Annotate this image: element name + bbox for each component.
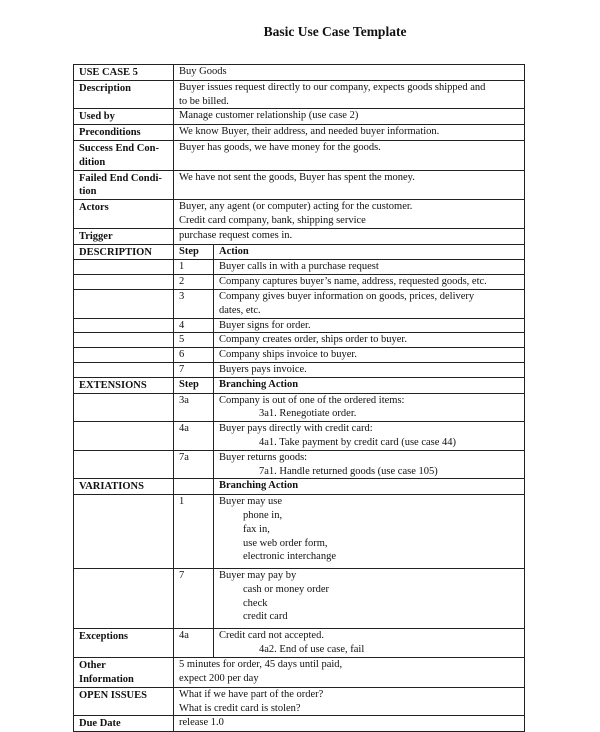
row-success-end-condition [74,140,525,170]
action-header: Action [214,244,525,260]
step-action [214,260,525,275]
field-value-line: Credit card company, bank, shipping service [179,214,366,226]
use-case-table [73,64,525,732]
branch-line: Buyer returns goods: [219,451,308,463]
step-action-line: Company ships invoice to buyer. [219,349,357,361]
extension-row [74,393,525,422]
field-value-line: Buyer, any agent (or computer) acting for the customer. [179,201,413,213]
step-number: 6 [174,348,214,363]
branch-line: Buyer pays directly with credit card: [219,423,373,435]
step-header: Step [174,377,214,393]
field-value-line: expect 200 per day [179,673,259,685]
row-other-information [74,658,525,688]
step-number: 3 [174,289,214,318]
row-preconditions [74,125,525,141]
field-value: Buy Goods [174,65,525,81]
empty-cell [74,422,174,451]
empty-cell [74,569,174,629]
extension-row [74,422,525,451]
step-action [214,275,525,290]
step-number: 3a [174,393,214,422]
step-action-line: Buyer signs for order. [219,319,311,331]
branch-action [214,569,525,629]
field-value: release 1.0 [174,716,525,732]
empty-cell [74,495,174,569]
row-description-header [74,244,525,260]
step-number: 4a [174,422,214,451]
step-action-line: dates, etc. [219,304,261,316]
branch-action [214,393,525,422]
row-actors [74,200,525,229]
branch-sub: 3a1. Renegotiate order. [259,408,357,420]
field-label-line: Failed End Condi- [79,172,162,184]
field-value-line: Buyer issues request directly to our company, expects goods shipped and [179,81,486,93]
variation-row [74,569,525,629]
action-header: Branching Action [214,377,525,393]
field-label: VARIATIONS [74,479,174,495]
empty-cell [74,275,174,290]
variation-row [74,495,525,569]
field-value-line: to be billed. [179,95,229,107]
field-label-line: Other [79,660,106,672]
field-label: OPEN ISSUES [74,687,174,716]
empty-cell [74,362,174,377]
step-number: 7 [174,362,214,377]
empty-cell [74,318,174,333]
field-label: DESCRIPTION [74,244,174,260]
row-used-by [74,109,525,125]
branch-sub: 7a1. Handle returned goods (use case 105) [259,465,438,477]
row-extensions-header [74,377,525,393]
empty-cell [174,479,214,495]
field-value-line: 5 minutes for order, 45 days until paid, [179,659,343,671]
field-value-line: What is credit card is stolen? [179,702,301,714]
field-value: Manage customer relationship (use case 2) [174,109,525,125]
step-row [74,362,525,377]
branch-sub: electronic interchange [243,551,336,563]
row-variations-header [74,479,525,495]
field-label-line: Success End Con- [79,142,159,154]
branch-line: Credit card not accepted. [219,630,324,642]
field-value: We have not sent the goods, Buyer has spent the money. [174,170,525,200]
branch-sub: check [243,597,268,609]
step-action-line: Buyer calls in with a purchase request [219,261,379,273]
step-action-line: Company creates order, ships order to buyer. [219,334,407,346]
field-value [174,687,525,716]
branch-line: Buyer may pay by [219,570,297,582]
row-trigger [74,228,525,244]
step-number: 1 [174,260,214,275]
step-action [214,318,525,333]
field-value [174,658,525,688]
step-row [74,260,525,275]
step-number: 5 [174,333,214,348]
step-action [214,289,525,318]
branch-action [214,450,525,479]
field-label: EXTENSIONS [74,377,174,393]
row-open-issues [74,687,525,716]
step-row [74,318,525,333]
step-action-line: Company gives buyer information on goods, prices, delivery [219,290,475,302]
row-exceptions [74,629,525,658]
field-label-line: tion [79,186,97,198]
branch-action [214,629,525,658]
step-action [214,348,525,363]
branch-sub: credit card [243,611,288,623]
branch-sub: fax in, [243,523,270,535]
step-row [74,348,525,363]
branch-sub: cash or money order [243,583,330,595]
field-value [174,80,525,109]
field-value: purchase request comes in. [174,228,525,244]
field-label: USE CASE 5 [74,65,174,81]
step-action-line: Company captures buyer’s name, address, requested goods, etc. [219,276,487,288]
empty-cell [74,289,174,318]
branch-action [214,495,525,569]
field-value: We know Buyer, their address, and needed buyer information. [174,125,525,141]
action-header: Branching Action [214,479,525,495]
field-value: Buyer has goods, we have money for the goods. [174,140,525,170]
field-label [74,658,174,688]
field-label: Used by [74,109,174,125]
field-label: Trigger [74,228,174,244]
field-value-line: What if we have part of the order? [179,688,324,700]
field-label: Actors [74,200,174,229]
field-label: Preconditions [74,125,174,141]
step-number: 2 [174,275,214,290]
branch-line: Buyer may use [219,496,282,508]
empty-cell [74,450,174,479]
step-row [74,275,525,290]
extension-row [74,450,525,479]
step-number: 4a [174,629,214,658]
step-action-line: Buyers pays invoice. [219,363,307,375]
field-label: Description [74,80,174,109]
step-row [74,289,525,318]
step-header: Step [174,244,214,260]
field-label [74,170,174,200]
field-label-line: Information [79,674,134,686]
empty-cell [74,393,174,422]
step-number: 1 [174,495,214,569]
step-action [214,333,525,348]
row-due-date [74,716,525,732]
row-use-case [74,65,525,81]
row-failed-end-condition [74,170,525,200]
branch-sub: use web order form, [243,537,328,549]
step-action [214,362,525,377]
step-number: 4 [174,318,214,333]
branch-sub: 4a1. Take payment by credit card (use case 44) [259,436,457,448]
branch-action [214,422,525,451]
empty-cell [74,260,174,275]
page-title: Basic Use Case Template [263,24,407,39]
step-number: 7a [174,450,214,479]
row-description [74,80,525,109]
field-label [74,140,174,170]
branch-line: Company is out of one of the ordered items: [219,394,405,406]
branch-sub: 4a2. End of use case, fail [259,644,365,656]
empty-cell [74,333,174,348]
step-row [74,333,525,348]
empty-cell [74,348,174,363]
field-label: Exceptions [74,629,174,658]
branch-sub: phone in, [243,509,283,521]
field-label: Due Date [74,716,174,732]
field-value [174,200,525,229]
field-label-line: dition [79,156,106,168]
step-number: 7 [174,569,214,629]
